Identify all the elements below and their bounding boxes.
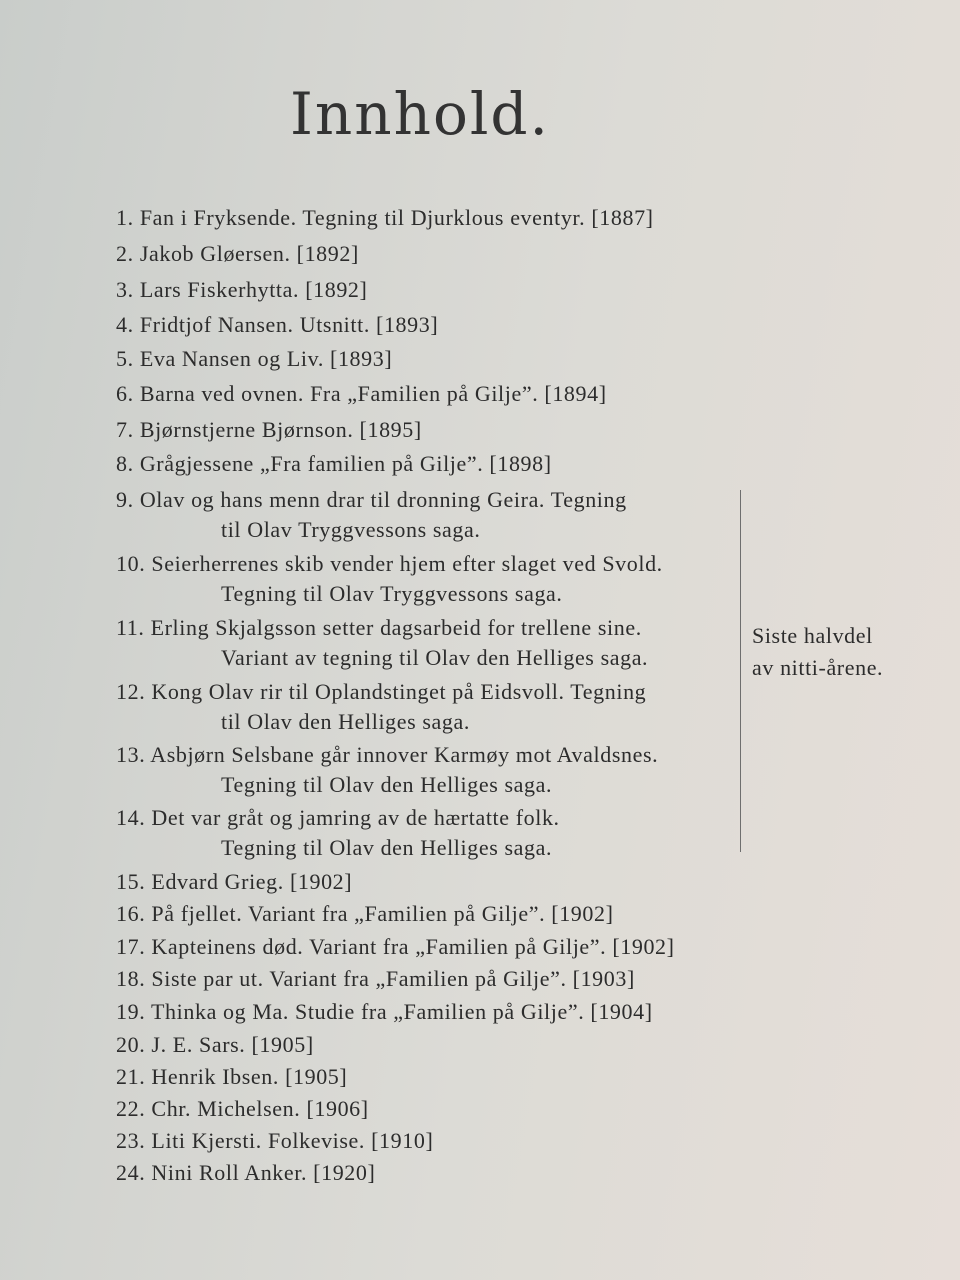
entry-text: Det var gråt og jamring av de hærtatte folk. <box>151 805 560 830</box>
entry-number: 23. <box>116 1128 146 1153</box>
entry-number: 5. <box>116 346 134 371</box>
toc-entry <box>116 415 422 445</box>
entry-text: På fjellet. Variant fra „Familien på Gilje”. [1902] <box>151 901 614 926</box>
entry-text: Bjørnstjerne Bjørnson. [1895] <box>139 417 422 442</box>
toc-entry <box>116 310 438 340</box>
toc-entry <box>116 275 367 305</box>
entry-text: Edvard Grieg. [1902] <box>151 869 353 894</box>
toc-entry <box>116 1158 375 1188</box>
toc-entry <box>116 899 614 929</box>
entry-number: 16. <box>116 901 146 926</box>
entry-continuation: Variant av tegning til Olav den Helliges saga. <box>221 645 649 670</box>
entry-continuation: Tegning til Olav den Helliges saga. <box>221 772 553 797</box>
entry-continuation: Tegning til Olav Tryggvessons saga. <box>221 581 563 606</box>
bracket-note <box>752 620 883 684</box>
toc-entry <box>116 344 392 374</box>
entry-text: Fan i Fryksende. Tegning til Djurklous eventyr. [1887] <box>139 205 654 230</box>
toc-entry <box>116 740 658 800</box>
entry-number: 20. <box>116 1032 146 1057</box>
entry-text: Siste par ut. Variant fra „Familien på Gilje”. [1903] <box>151 966 635 991</box>
entry-number: 21. <box>116 1064 146 1089</box>
entry-text: Fridtjof Nansen. Utsnitt. [1893] <box>139 312 439 337</box>
entry-text: Nini Roll Anker. [1920] <box>151 1160 376 1185</box>
toc-entry <box>116 1094 369 1124</box>
entry-text: Olav og hans menn drar til dronning Geira. Tegning <box>139 487 627 512</box>
entry-number: 12. <box>116 679 146 704</box>
entry-text: Asbjørn Selsbane går innover Karmøy mot Avaldsnes. <box>150 742 659 767</box>
entry-number: 24. <box>116 1160 146 1185</box>
entry-number: 4. <box>116 312 134 337</box>
entry-text: Kong Olav rir til Oplandstinget på Eidsvoll. Tegning <box>151 679 647 704</box>
entry-text: Seierherrenes skib vender hjem efter slaget ved Svold. <box>151 551 663 576</box>
entry-number: 7. <box>116 417 134 442</box>
entry-number: 22. <box>116 1096 146 1121</box>
toc-entry <box>116 379 607 409</box>
toc-entry <box>116 964 635 994</box>
bracket-note-line: Siste halvdel <box>752 623 873 648</box>
toc-entry <box>116 485 627 545</box>
entry-text: Chr. Michelsen. [1906] <box>151 1096 369 1121</box>
entry-text: Jakob Gløersen. [1892] <box>139 241 359 266</box>
entry-number: 14. <box>116 805 146 830</box>
toc-entry <box>116 549 663 609</box>
toc-entry <box>116 997 653 1027</box>
toc-entry <box>116 1030 314 1060</box>
entry-text: Barna ved ovnen. Fra „Familien på Gilje”. [1894] <box>139 381 607 406</box>
toc-entry <box>116 239 359 269</box>
toc-entry <box>116 449 552 479</box>
entry-number: 19. <box>116 999 146 1024</box>
entry-text: Eva Nansen og Liv. [1893] <box>139 346 393 371</box>
bracket-line <box>734 490 741 852</box>
entry-number: 3. <box>116 277 134 302</box>
entry-continuation: til Olav Tryggvessons saga. <box>221 517 481 542</box>
entry-text: J. E. Sars. [1905] <box>151 1032 314 1057</box>
bracket-note-line: av nitti-årene. <box>752 655 884 680</box>
entry-number: 2. <box>116 241 134 266</box>
toc-entry <box>116 932 675 962</box>
entry-number: 15. <box>116 869 146 894</box>
entry-number: 17. <box>116 934 146 959</box>
entry-number: 10. <box>116 551 146 576</box>
entry-continuation: Tegning til Olav den Helliges saga. <box>221 835 553 860</box>
toc-entry <box>116 867 352 897</box>
toc-entry <box>116 1062 347 1092</box>
entry-text: Kapteinens død. Variant fra „Familien på Gilje”. [1902] <box>151 934 675 959</box>
entry-number: 6. <box>116 381 134 406</box>
entry-continuation: til Olav den Helliges saga. <box>221 709 470 734</box>
entry-number: 1. <box>116 205 134 230</box>
entry-text: Henrik Ibsen. [1905] <box>151 1064 348 1089</box>
page-title: Innhold. <box>289 80 550 148</box>
entry-text: Grågjessene „Fra familien på Gilje”. [1898] <box>139 451 552 476</box>
entry-text: Thinka og Ma. Studie fra „Familien på Gilje”. [1904] <box>151 999 653 1024</box>
entry-number: 18. <box>116 966 146 991</box>
toc-entry <box>116 677 646 737</box>
entry-number: 9. <box>116 487 134 512</box>
toc-entry <box>116 803 560 863</box>
entry-text: Lars Fiskerhytta. [1892] <box>139 277 368 302</box>
toc-entry <box>116 203 654 233</box>
toc-entry <box>116 1126 433 1156</box>
entry-text: Erling Skjalgsson setter dagsarbeid for trellene sine. <box>150 615 642 640</box>
entry-text: Liti Kjersti. Folkevise. [1910] <box>151 1128 434 1153</box>
entry-number: 8. <box>116 451 134 476</box>
toc-entry <box>116 613 648 673</box>
entry-number: 11. <box>116 615 145 640</box>
entry-number: 13. <box>116 742 146 767</box>
